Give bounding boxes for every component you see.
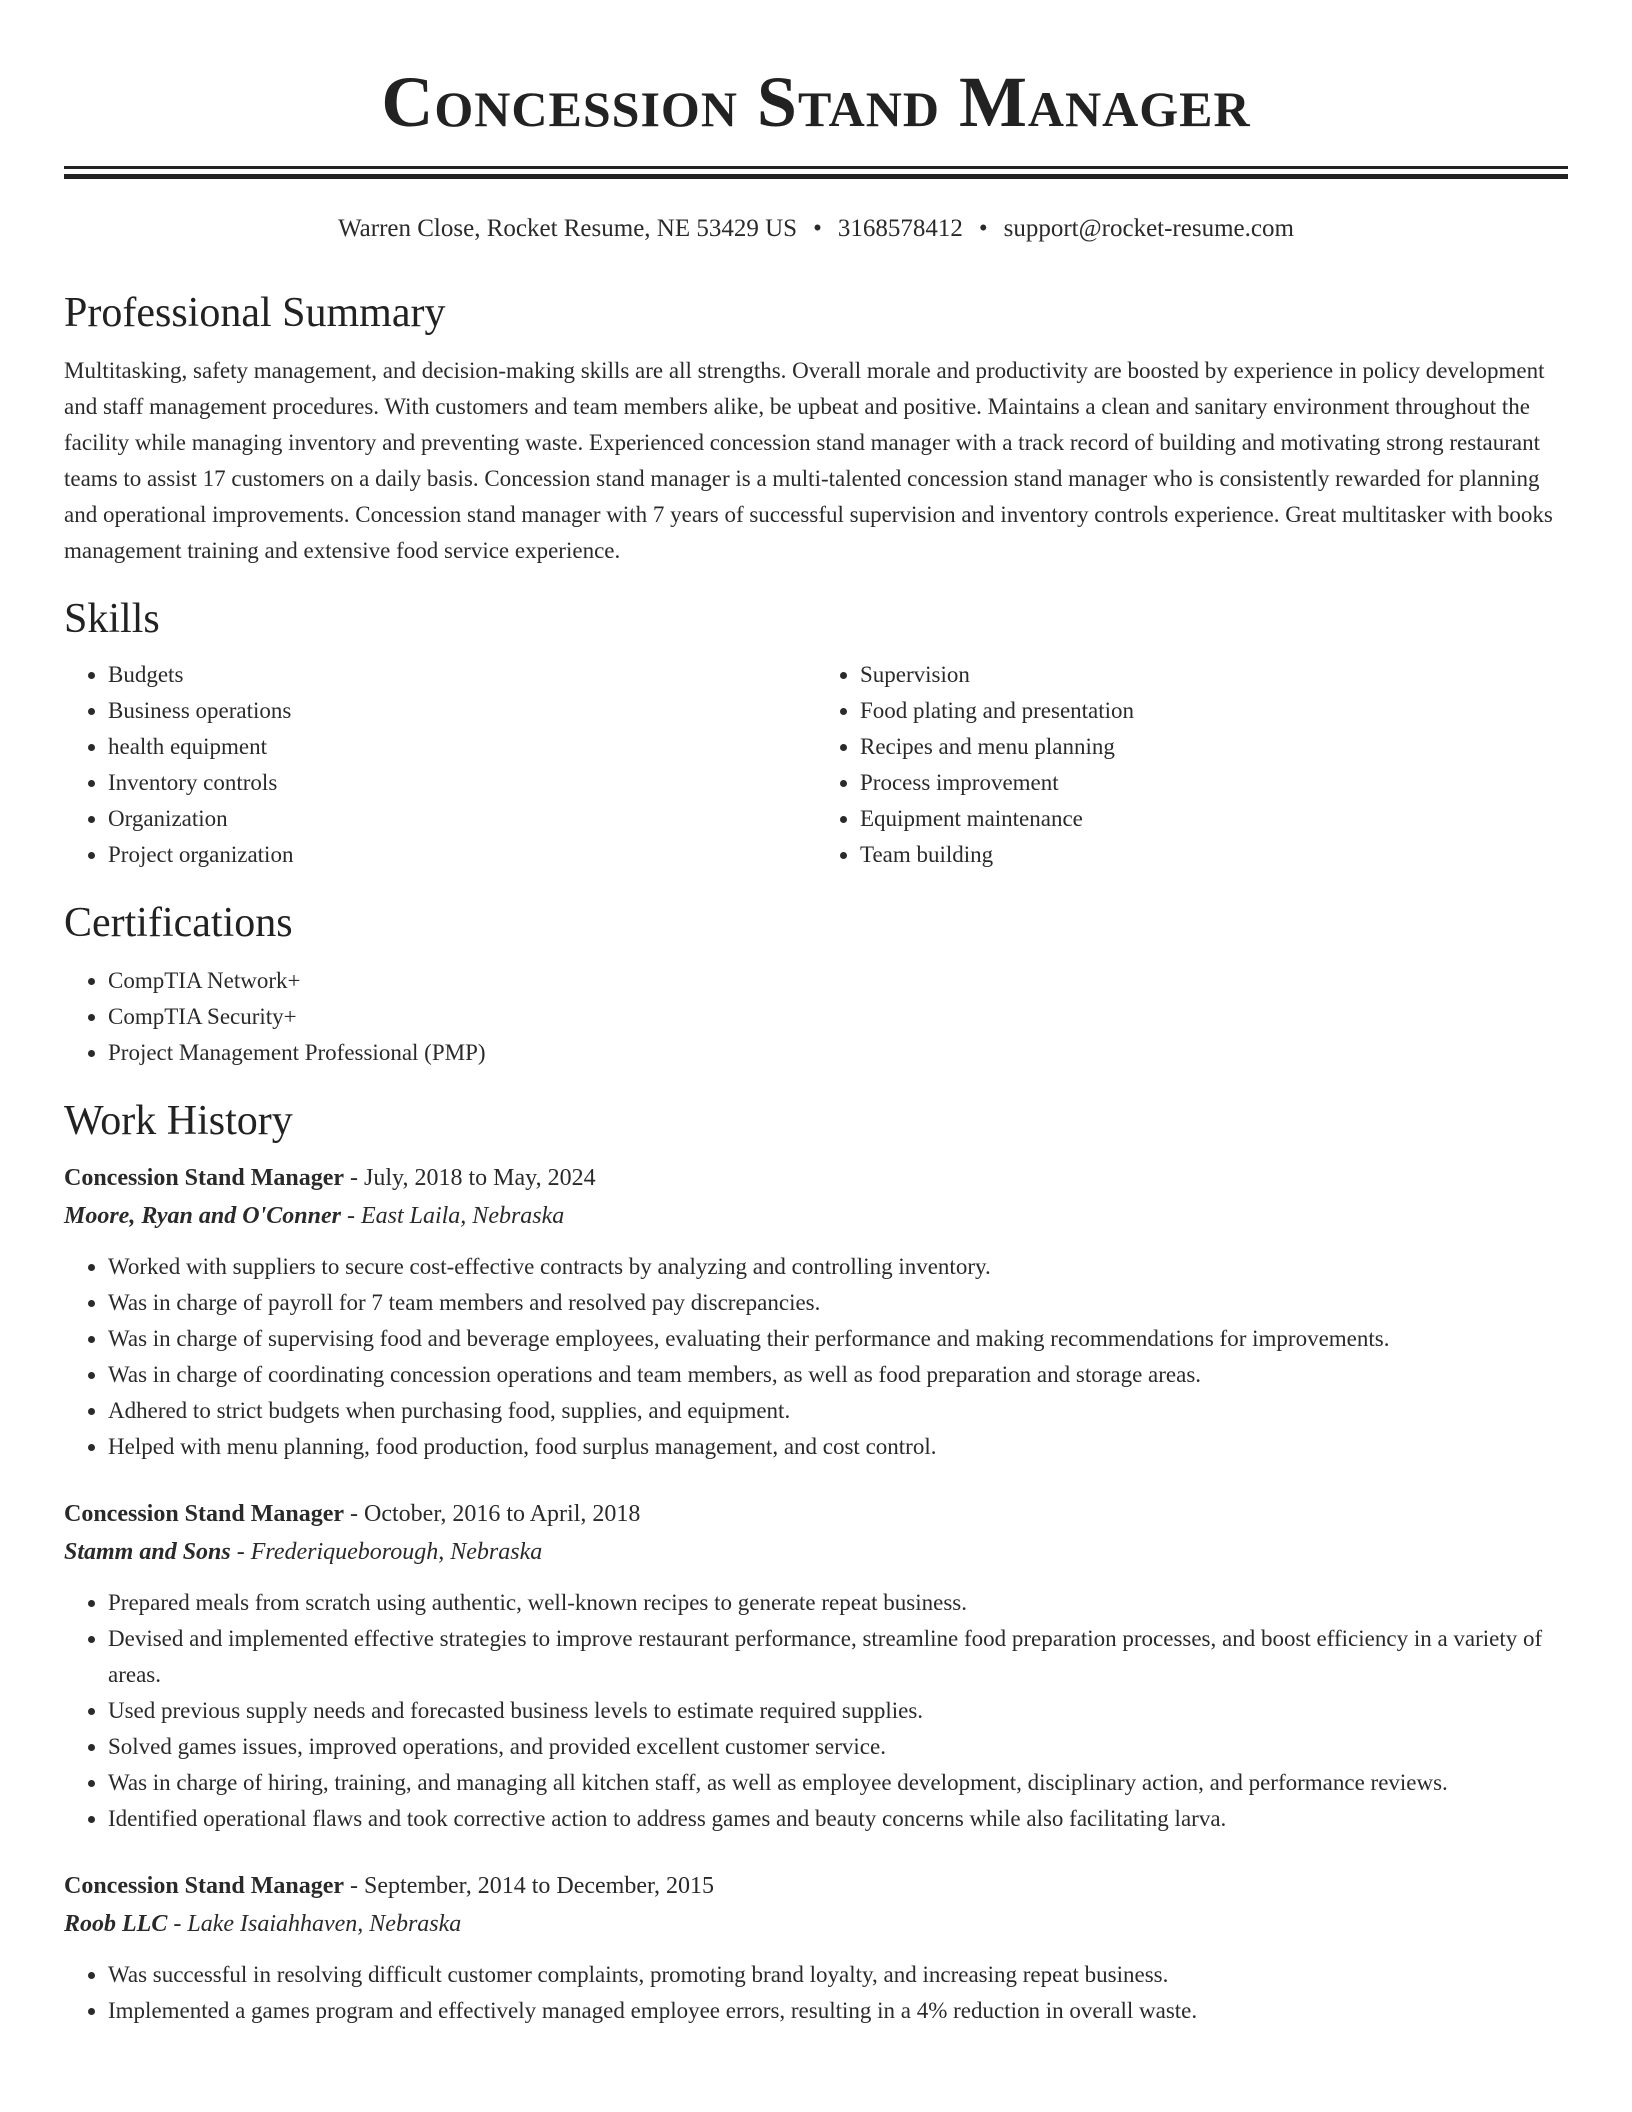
summary-text: Multitasking, safety management, and decision-making skills are all strengths. Overall morale and productivity are boosted by experience in policy development and staff management procedures. With customers and team members alike, be upbeat and positive. Maintains a clean and sanitary environment throughout the facility while managing inventory and preventing waste. Experienced concession stand manager with a track record of building and motivating strong restaurant teams to assist 17 customers on a daily basis. Concession stand manager is a multi-talented concession stand manager who is consistently rewarded for planning and operational improvements. Concession stand manager with 7 years of successful supervision and inventory controls experience. Great multitasker with books management training and extensive food service experience. — [64, 358, 1553, 563]
job-bullet: • Devised and implemented effective strategies to improve restaurant performance, streamline food preparation processes, and boost efficiency in a variety of areas. — [108, 1621, 1568, 1693]
skill-item: • Business operations — [108, 693, 816, 729]
resume-page — [64, 0, 1568, 2029]
job-bullet: • Solved games issues, improved operations, and provided excellent customer service. — [108, 1729, 1568, 1765]
job-bullet: • Worked with suppliers to secure cost-effective contracts by analyzing and controlling inventory. — [108, 1249, 1568, 1285]
job-bullets — [64, 1585, 1568, 1837]
skill-item: • Organization — [108, 801, 816, 837]
contact-address: Warren Close, Rocket Resume, NE 53429 US — [338, 215, 798, 242]
skill-item: • Project organization — [108, 837, 816, 873]
contact-line — [64, 213, 1568, 245]
job-title-line: Concession Stand Manager - September, 2014 to December, 2015 — [64, 1873, 715, 1899]
job-dates: October, 2016 to April, 2018 — [364, 1501, 641, 1527]
job-bullet: • Prepared meals from scratch using authentic, well-known recipes to generate repeat business. — [108, 1585, 1568, 1621]
job-title: Concession Stand Manager — [64, 1165, 345, 1191]
job-company-line: Roob LLC - Lake Isaiahhaven, Nebraska — [64, 1911, 462, 1937]
skill-item: • Food plating and presentation — [860, 693, 1568, 729]
job-company: Moore, Ryan and O'Conner — [64, 1203, 341, 1229]
job-entry — [64, 1867, 1568, 2029]
job-company-line: Moore, Ryan and O'Conner - East Laila, Nebraska — [64, 1203, 565, 1229]
certifications-list — [64, 963, 1568, 1071]
job-bullet: • Adhered to strict budgets when purchasing food, supplies, and equipment. — [108, 1393, 1568, 1429]
job-bullet: • Helped with menu planning, food production, food surplus management, and cost control. — [108, 1429, 1568, 1465]
job-location: Lake Isaiahhaven, Nebraska — [187, 1911, 462, 1937]
job-bullet: • Was in charge of supervising food and beverage employees, evaluating their performance and making recommendations for improvements. — [108, 1321, 1568, 1357]
job-title: Concession Stand Manager — [64, 1873, 345, 1899]
certification-item: • Project Management Professional (PMP) — [108, 1035, 1568, 1071]
contact-email: support@rocket-resume.com — [1003, 215, 1294, 242]
skills-list-left — [64, 657, 816, 873]
job-dates: September, 2014 to December, 2015 — [364, 1873, 715, 1899]
job-company-line: Stamm and Sons - Frederiqueborough, Nebraska — [64, 1539, 543, 1565]
skills-heading: Skills — [64, 596, 160, 642]
job-location: East Laila, Nebraska — [360, 1203, 565, 1229]
skill-item: • Recipes and menu planning — [860, 729, 1568, 765]
certification-item: • CompTIA Network+ — [108, 963, 1568, 999]
skill-item: • Equipment maintenance — [860, 801, 1568, 837]
job-title: Concession Stand Manager — [64, 1501, 345, 1527]
job-bullet: • Was successful in resolving difficult customer complaints, promoting brand loyalty, and increasing repeat business. — [108, 1957, 1568, 1993]
job-bullets — [64, 1957, 1568, 2029]
contact-separator: • — [978, 215, 988, 242]
summary-heading: Professional Summary — [64, 290, 446, 336]
skill-item: • Inventory controls — [108, 765, 816, 801]
job-entry — [64, 1159, 1568, 1465]
job-bullet: • Was in charge of payroll for 7 team members and resolved pay discrepancies. — [108, 1285, 1568, 1321]
skills-grid — [64, 657, 1568, 873]
job-company: Stamm and Sons — [64, 1539, 231, 1565]
certification-item: • CompTIA Security+ — [108, 999, 1568, 1035]
certifications-heading: Certifications — [64, 900, 293, 946]
contact-phone: 3168578412 — [837, 215, 963, 242]
skill-item: • Process improvement — [860, 765, 1568, 801]
job-bullet: • Used previous supply needs and forecasted business levels to estimate required supplies. — [108, 1693, 1568, 1729]
skills-list-right — [816, 657, 1568, 873]
skill-item: • Budgets — [108, 657, 816, 693]
job-title-line: Concession Stand Manager - October, 2016 to April, 2018 — [64, 1501, 641, 1527]
skill-item: • Team building — [860, 837, 1568, 873]
job-bullet: • Identified operational flaws and took corrective action to address games and beauty concerns while also facilitating larva. — [108, 1801, 1568, 1837]
job-company: Roob LLC — [64, 1911, 168, 1937]
job-title-line: Concession Stand Manager - July, 2018 to May, 2024 — [64, 1165, 596, 1191]
job-bullet: • Was in charge of hiring, training, and managing all kitchen staff, as well as employee development, disciplinary action, and performance reviews. — [108, 1765, 1568, 1801]
resume-title: Concession Stand Manager — [381, 62, 1251, 142]
job-location: Frederiqueborough, Nebraska — [250, 1539, 543, 1565]
title-divider-thick — [64, 166, 1568, 169]
job-bullet: • Implemented a games program and effectively managed employee errors, resulting in a 4% reduction in overall waste. — [108, 1993, 1568, 2029]
job-bullet: • Was in charge of coordinating concession operations and team members, as well as food preparation and storage areas. — [108, 1357, 1568, 1393]
job-entry — [64, 1495, 1568, 1837]
skill-item: • Supervision — [860, 657, 1568, 693]
job-bullets — [64, 1249, 1568, 1465]
job-dates: July, 2018 to May, 2024 — [364, 1165, 596, 1191]
work-history-heading: Work History — [64, 1098, 293, 1144]
title-divider-thin — [64, 174, 1568, 179]
skill-item: • health equipment — [108, 729, 816, 765]
contact-separator: • — [813, 215, 822, 242]
